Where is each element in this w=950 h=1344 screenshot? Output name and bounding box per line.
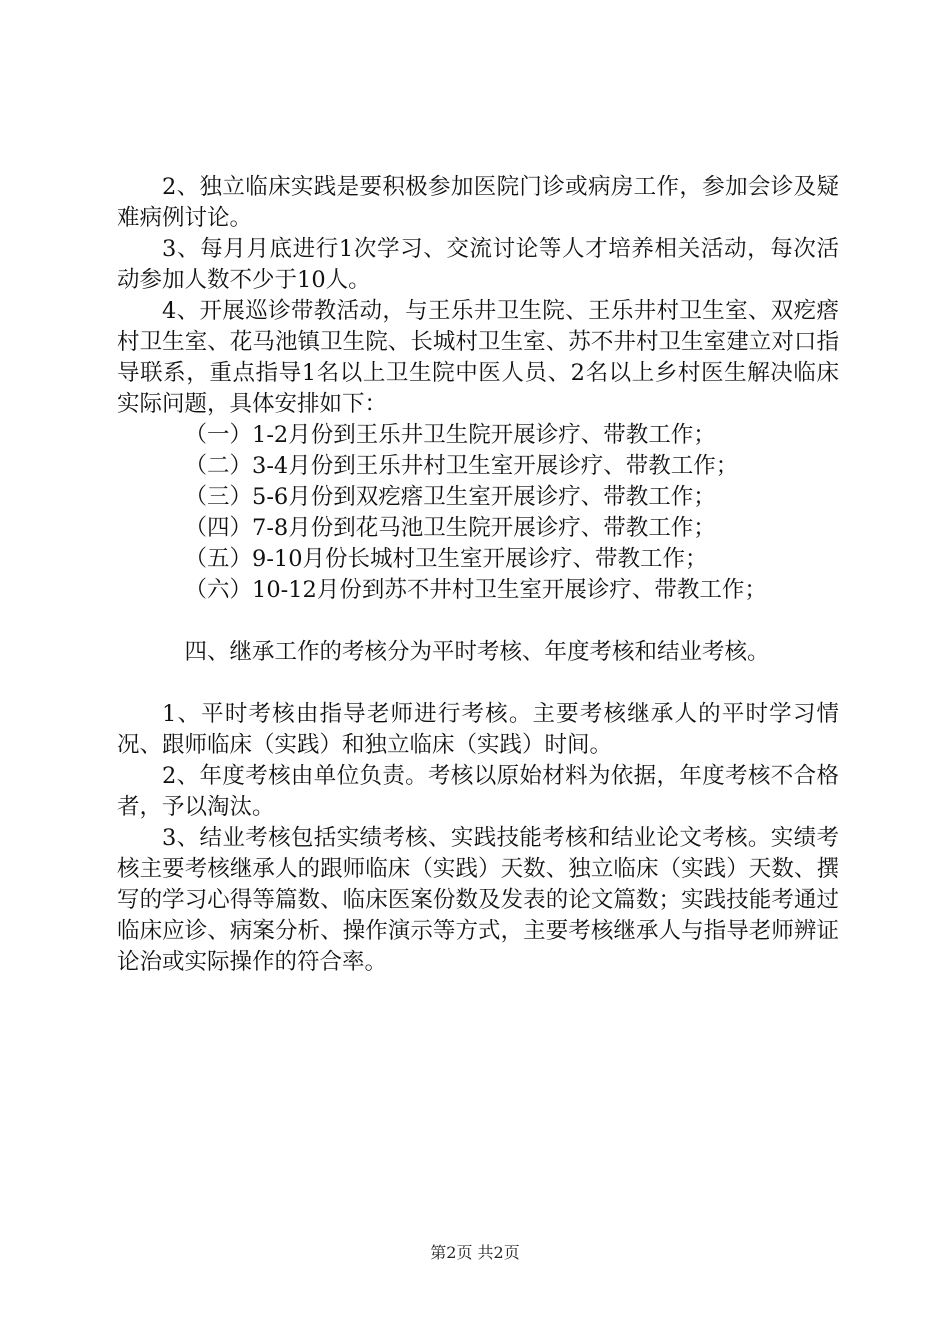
paragraph-independent-practice: 2、独立临床实践是要积极参加医院门诊或病房工作，参加会诊及疑难病例讨论。: [117, 174, 839, 231]
page-footer: [0, 1243, 950, 1263]
schedule-item: （三）5-6月份到双疙瘩卫生室开展诊疗、带教工作；: [184, 484, 716, 510]
schedule-item: （一）1-2月份到王乐井卫生院开展诊疗、带教工作；: [184, 422, 716, 448]
schedule-item: （六）10-12月份到苏不井村卫生室开展诊疗、带教工作；: [184, 577, 767, 603]
page-number: 第2页 共2页: [430, 1243, 520, 1262]
document-body: [117, 172, 839, 978]
paragraph-completion-assessment: 3、结业考核包括实绩考核、实践技能考核和结业论文考核。实绩考核主要考核继承人的跟师临床（实践）天数、独立临床（实践）天数、撰写的学习心得等篇数、临床医案份数及发表的论文篇数；实践技能考通过临床应诊、病案分析、操作演示等方式，主要考核继承人与指导老师辨证论治或实际操作的符合率。: [117, 825, 839, 975]
paragraph-monthly-activity: 3、每月月底进行1次学习、交流讨论等人才培养相关活动，每次活动参加人数不少于10人。: [117, 236, 839, 293]
schedule-item: （二）3-4月份到王乐井村卫生室开展诊疗、带教工作；: [184, 453, 739, 479]
paragraph-annual-assessment: 2、年度考核由单位负责。考核以原始材料为依据，年度考核不合格者，予以淘汰。: [117, 763, 839, 820]
paragraph-ward-round-teaching: 4、开展巡诊带教活动，与王乐井卫生院、王乐井村卫生室、双疙瘩村卫生室、花马池镇卫生院、长城村卫生室、苏不井村卫生室建立对口指导联系，重点指导1名以上卫生院中医人员、2名以上乡村医生解决临床实际问题，具体安排如下：: [117, 298, 839, 417]
section-heading-assessment: 四、继承工作的考核分为平时考核、年度考核和结业考核。: [184, 639, 770, 665]
schedule-item: （四）7-8月份到花马池卫生院开展诊疗、带教工作；: [184, 515, 716, 541]
schedule-item: （五）9-10月份长城村卫生室开展诊疗、带教工作；: [184, 546, 708, 572]
paragraph-routine-assessment: 1、平时考核由指导老师进行考核。主要考核继承人的平时学习情况、跟师临床（实践）和独立临床（实践）时间。: [117, 701, 839, 758]
